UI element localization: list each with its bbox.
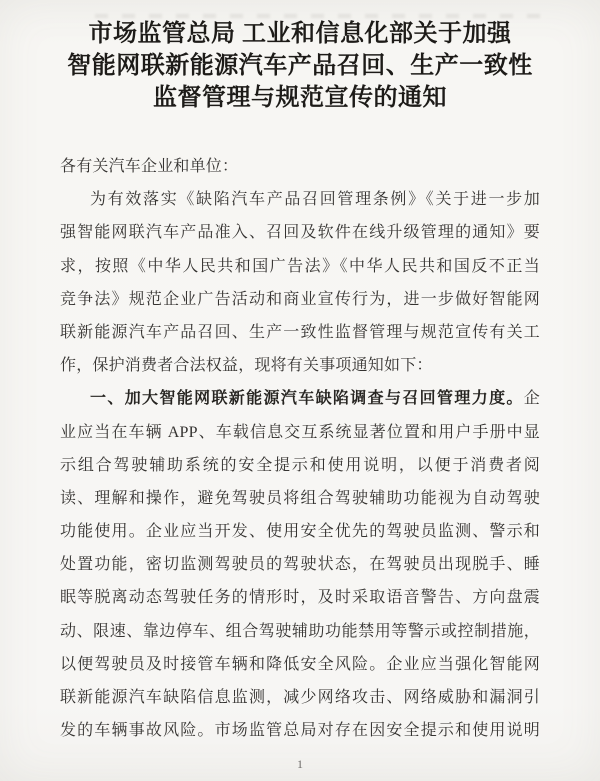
section-heading-bold: 一、加大智能网联新能源汽车缺陷调查与召回管理力度。 [90,390,524,408]
body-line: 发的车辆事故风险。市场监管总局对存在因安全提示和使用说明 [60,722,540,740]
salutation-line: 各有关汽车企业和单位： [60,158,239,175]
body-line: 读、理解和操作，避免驾驶员将组合驾驶辅助功能视为自动驾驶 [60,489,540,507]
body-line: 动、限速、靠边停车、组合驾驶辅助功能禁用等警示或控制措施， [60,622,540,640]
document-title [28,18,572,114]
body-line: 以便驾驶员及时接管车辆和降低安全风险。企业应当强化智能网 [60,655,540,673]
body-line: 强智能网联汽车产品准入、召回及软件在线升级管理的通知》要 [60,224,540,242]
page-number: 1 [297,757,303,771]
body-line: 作，保护消费者合法权益，现将有关事项通知如下： [60,357,433,375]
body-line: 眠等脱离动态驾驶任务的情形时，及时采取语音警告、方向盘震 [60,589,540,607]
body-line: 竞争法》规范企业广告活动和商业宣传行为，进一步做好智能网 [60,290,540,308]
title-line-2: 智能网联新能源汽车产品召回、生产一致性 [67,53,533,79]
section-heading-line [60,382,540,415]
body-line: 业应当在车辆 APP、车载信息交互系统显著位置和用户手册中显 [60,423,540,441]
title-line-3: 监督管理与规范宣传的通知 [153,85,447,111]
body-line: 功能使用。企业应当开发、使用安全优先的驾驶员监测、警示和 [60,523,540,541]
body-line: 处置功能，密切监测驾驶员的驾驶状态，在驾驶员出现脱手、睡 [60,556,540,574]
body-line: 联新能源汽车缺陷信息监测，减少网络攻击、网络威胁和漏洞引 [60,689,540,706]
body-line: 联新能源汽车产品召回、生产一致性监督管理与规范宣传有关工 [60,323,540,341]
section-heading-rest: 企 [523,390,540,408]
document-body [60,150,540,747]
title-line-1: 市场监管总局 工业和信息化部关于加强 [88,21,512,47]
body-line: 求，按照《中华人民共和国广告法》《中华人民共和国反不正当 [60,257,540,275]
body-line: 为有效落实《缺陷汽车产品召回管理条例》《关于进一步加 [90,191,540,209]
body-line: 示组合驾驶辅助系统的安全提示和使用说明，以便于消费者阅 [60,456,540,474]
